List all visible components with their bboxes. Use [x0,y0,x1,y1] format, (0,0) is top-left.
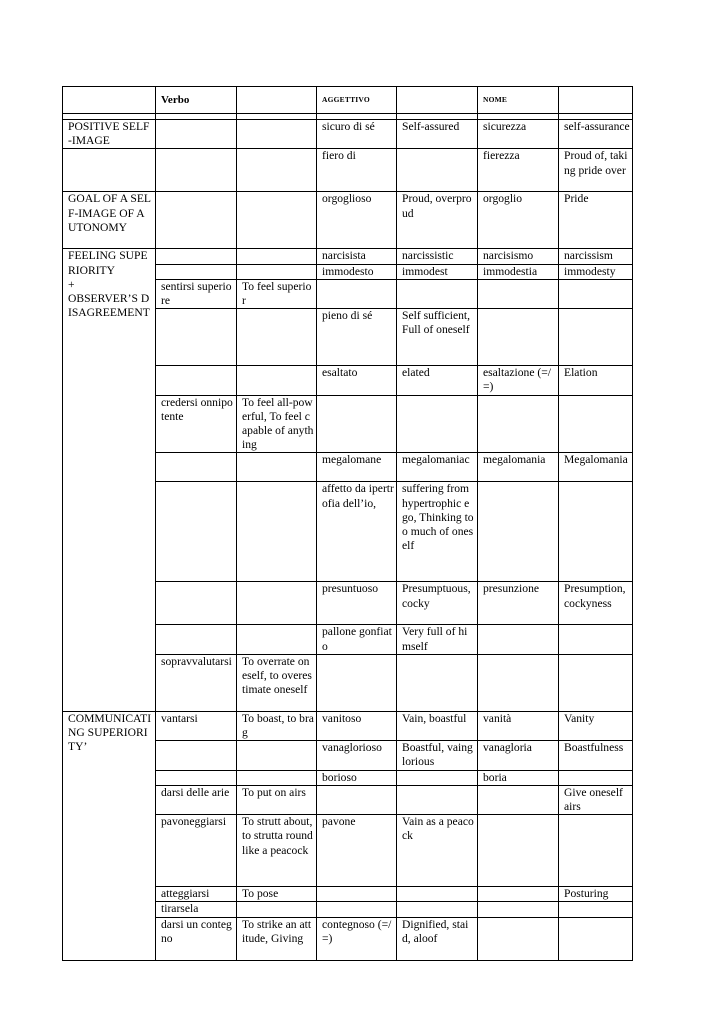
table-cell [559,917,633,960]
table-cell: Give oneself airs [559,785,633,814]
table-cell [559,279,633,308]
table-cell: presunzione [478,582,559,625]
table-cell: megalomania [478,453,559,482]
table-cell [397,902,478,917]
table-cell: To feel superior [237,279,317,308]
lexicon-table [62,86,633,961]
table-cell: Presumptuous, cocky [397,582,478,625]
table-cell: megalomane [317,453,397,482]
table-cell [478,395,559,453]
table-cell [397,149,478,192]
table-cell [237,149,317,192]
table-cell: immodesto [317,264,397,279]
table-cell [237,120,317,149]
table-cell [478,785,559,814]
table-cell [237,902,317,917]
table-cell [237,482,317,582]
header-cell-empty [63,87,156,114]
table-cell: presuntuoso [317,582,397,625]
table-cell: To strutt about, to strutta round like a peacock [237,815,317,887]
table-cell: vantarsi [156,711,237,740]
table-cell: Presumption, cockyness [559,582,633,625]
table-cell [156,741,237,770]
table-cell [156,582,237,625]
table-cell [559,482,633,582]
table-cell: pieno di sé [317,309,397,366]
table-cell: vanità [478,711,559,740]
table-cell: Boastfulness [559,741,633,770]
table-cell [156,264,237,279]
table-cell: darsi un contegno [156,917,237,960]
table-cell [237,249,317,264]
table-cell: narcisista [317,249,397,264]
table-cell [237,582,317,625]
table-cell: To pose [237,887,317,902]
table-cell: megalomaniac [397,453,478,482]
table-cell: vanagloria [478,741,559,770]
table-cell: fierezza [478,149,559,192]
table-cell [156,625,237,654]
table-cell [478,917,559,960]
table-cell: tirarsela [156,902,237,917]
category-communicating: COMMUNICATING SUPERIORITY’ [63,711,156,960]
table-cell [397,785,478,814]
table-row [63,120,633,149]
table-cell [317,395,397,453]
table-cell [156,192,237,249]
table-cell: narcissism [559,249,633,264]
table-cell: To put on airs [237,785,317,814]
table-cell: esaltazione (=/=) [478,366,559,395]
table-cell: self-assurance [559,120,633,149]
table-cell [156,453,237,482]
table-row [63,249,633,264]
table-cell [478,309,559,366]
table-cell: To strike an attitude, Giving [237,917,317,960]
category-feeling: FEELING SUPERIORITY + OBSERVER’S DISAGREEMENT [63,249,156,711]
table-cell: immodesty [559,264,633,279]
table-cell [478,654,559,711]
table-cell: contegnoso (=/=) [317,917,397,960]
header-row [63,87,633,114]
table-cell: pavone [317,815,397,887]
table-cell: elated [397,366,478,395]
table-cell [156,249,237,264]
table-cell: Megalomania [559,453,633,482]
table-cell: orgoglio [478,192,559,249]
table-cell [317,902,397,917]
table-cell: immodestia [478,264,559,279]
table-cell: Vain, boastful [397,711,478,740]
table-cell: narcissistic [397,249,478,264]
table-cell [559,309,633,366]
category-cell-empty [63,149,156,192]
table-cell: credersi onnipotente [156,395,237,453]
table-cell: Proud of, taking pride over [559,149,633,192]
table-row [63,711,633,740]
table-cell [237,366,317,395]
table-cell [317,785,397,814]
table-cell [317,654,397,711]
header-aggettivo: AGGETTIVO [317,87,397,114]
table-cell [397,279,478,308]
table-cell: orgoglioso [317,192,397,249]
table-cell: Proud, overproud [397,192,478,249]
table-cell: narcisismo [478,249,559,264]
table-cell: borioso [317,770,397,785]
table-cell [559,395,633,453]
header-verbo: Verbo [156,87,237,114]
table-cell [478,887,559,902]
table-cell: affetto da ipertrofia dell’io, [317,482,397,582]
table-row [63,192,633,249]
table-cell: Pride [559,192,633,249]
table-cell [237,264,317,279]
table-cell [397,654,478,711]
table-cell: To feel all-powerful, To feel capable of anything [237,395,317,453]
table-cell [156,482,237,582]
table-cell [156,149,237,192]
table-cell [559,770,633,785]
table-cell: sopravvalutarsi [156,654,237,711]
table-cell [397,395,478,453]
table-cell: sicuro di sé [317,120,397,149]
table-cell: immodest [397,264,478,279]
table-cell: suffering from hypertrophic ego, Thinking too much of oneself [397,482,478,582]
table-cell [559,902,633,917]
table-cell [237,741,317,770]
table-cell: Posturing [559,887,633,902]
header-cell-empty [397,87,478,114]
table-row [63,149,633,192]
table-cell [317,887,397,902]
table-cell: pallone gonfiato [317,625,397,654]
table-cell [317,279,397,308]
table-cell [397,770,478,785]
header-cell-empty [237,87,317,114]
table-cell: Very full of himself [397,625,478,654]
table-cell: atteggiarsi [156,887,237,902]
table-cell [478,482,559,582]
table-cell: Vanity [559,711,633,740]
table-cell: vanaglorioso [317,741,397,770]
table-cell: To overrate oneself, to overestimate oneself [237,654,317,711]
table-cell [237,309,317,366]
table-cell: pavoneggiarsi [156,815,237,887]
table-cell: darsi delle arie [156,785,237,814]
table-cell: boria [478,770,559,785]
table-cell [559,654,633,711]
table-cell [237,192,317,249]
table-cell [237,770,317,785]
table-cell [478,625,559,654]
table-cell: fiero di [317,149,397,192]
category-goal: GOAL OF A SELF-IMAGE OF AUTONOMY [63,192,156,249]
table-cell: sicurezza [478,120,559,149]
header-nome: NOME [478,87,559,114]
category-positive: POSITIVE SELF-IMAGE [63,120,156,149]
table-cell [397,887,478,902]
table-cell [559,815,633,887]
header-cell-empty [559,87,633,114]
table-cell: Elation [559,366,633,395]
table-cell [156,120,237,149]
table-cell [237,453,317,482]
table-cell: To boast, to brag [237,711,317,740]
table-cell: esaltato [317,366,397,395]
table-cell [156,366,237,395]
table-cell [156,309,237,366]
table-cell: Vain as a peacock [397,815,478,887]
table-cell [478,279,559,308]
table-cell: vanitoso [317,711,397,740]
table-cell: Self sufficient, Full of oneself [397,309,478,366]
table-cell: Boastful, vainglorious [397,741,478,770]
table-cell: Dignified, staid, aloof [397,917,478,960]
table-cell: sentirsi superiore [156,279,237,308]
table-cell [156,770,237,785]
table-cell [559,625,633,654]
table-cell: Self-assured [397,120,478,149]
table-cell [478,902,559,917]
table-cell [237,625,317,654]
table-cell [478,815,559,887]
